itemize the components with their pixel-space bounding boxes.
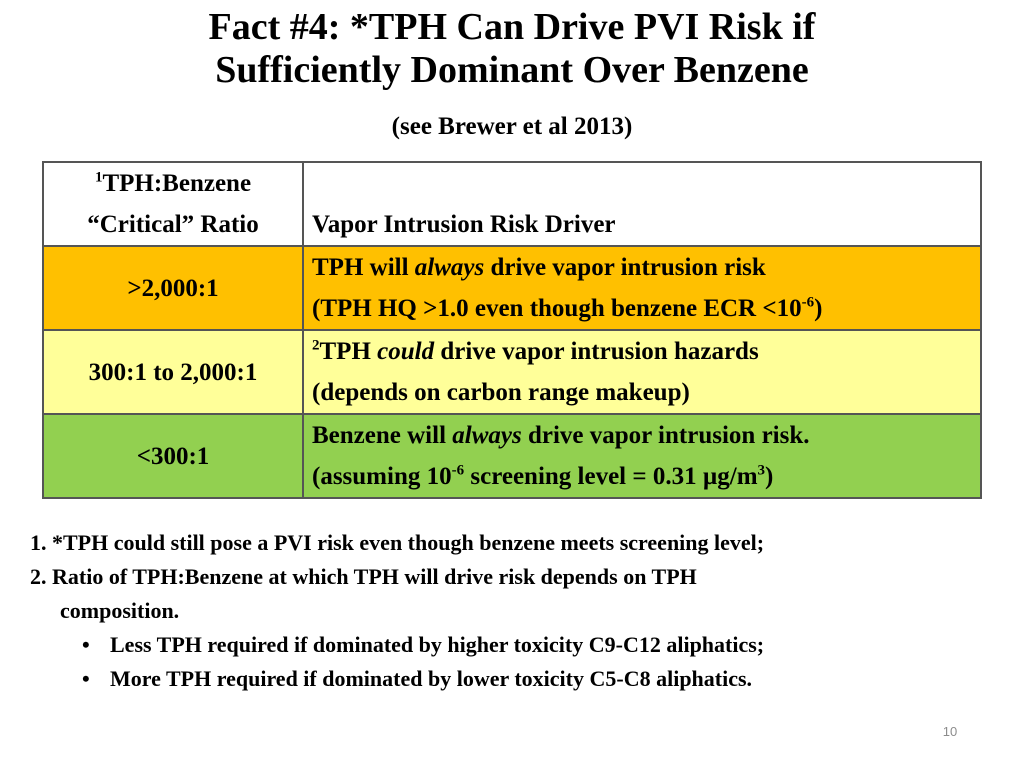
title-line-2: Sufficiently Dominant Over Benzene — [215, 49, 809, 91]
driver-line-2: (depends on carbon range makeup) — [312, 379, 690, 406]
driver-line-1: Benzene will always drive vapor intrusion risk. — [312, 422, 810, 449]
header-ratio-line-2: “Critical” Ratio — [87, 211, 259, 238]
driver-line-1: TPH will always drive vapor intrusion risk — [312, 254, 766, 281]
page-number: 10 — [942, 724, 958, 739]
table-header-row — [43, 162, 981, 246]
title-line-1: Fact #4: *TPH Can Drive PVI Risk if — [208, 6, 816, 48]
slide-title — [0, 6, 1024, 92]
bullet-icon: • — [82, 632, 90, 657]
driver-line-2: (TPH HQ >1.0 even though benzene ECR $<10^{-6}$) — [312, 294, 823, 322]
driver-cell — [303, 246, 981, 330]
note-1: 1. *TPH could still pose a PVI risk even though benzene meets screening level; — [30, 530, 765, 555]
table-row — [43, 246, 981, 330]
header-ratio-cell — [43, 162, 303, 246]
risk-table — [42, 161, 982, 499]
header-ratio-line-1: $^1$TPH:Benzene — [94, 169, 252, 197]
driver-line-2: (assuming $10^{-6}$ screening level = 0.31 $\mu g/m^3$) — [312, 462, 774, 490]
note-2-continued: composition. — [60, 598, 180, 623]
notes-list — [30, 526, 1000, 696]
ratio-cell: >2,000:1 — [43, 246, 303, 330]
slide-subtitle: (see Brewer et al 2013) — [391, 113, 633, 140]
driver-cell — [303, 414, 981, 498]
driver-line-1: $^2$TPH could drive vapor intrusion hazards — [312, 337, 759, 365]
footnote-marker: 2 — [312, 337, 320, 354]
bullet-icon: • — [82, 666, 90, 691]
note-2: 2. Ratio of TPH:Benzene at which TPH will drive risk depends on TPH — [30, 564, 697, 589]
table-row — [43, 330, 981, 414]
driver-cell — [303, 330, 981, 414]
table-row — [43, 414, 981, 498]
header-driver-cell: Vapor Intrusion Risk Driver — [303, 162, 981, 246]
ratio-cell: 300:1 to 2,000:1 — [43, 330, 303, 414]
bullet-item: • Less TPH required if dominated by higher toxicity C9-C12 aliphatics; — [30, 628, 1000, 662]
footnote-marker: 1 — [94, 169, 103, 186]
ratio-cell: <300:1 — [43, 414, 303, 498]
bullet-item: • More TPH required if dominated by lower toxicity C5-C8 aliphatics. — [30, 662, 1000, 696]
